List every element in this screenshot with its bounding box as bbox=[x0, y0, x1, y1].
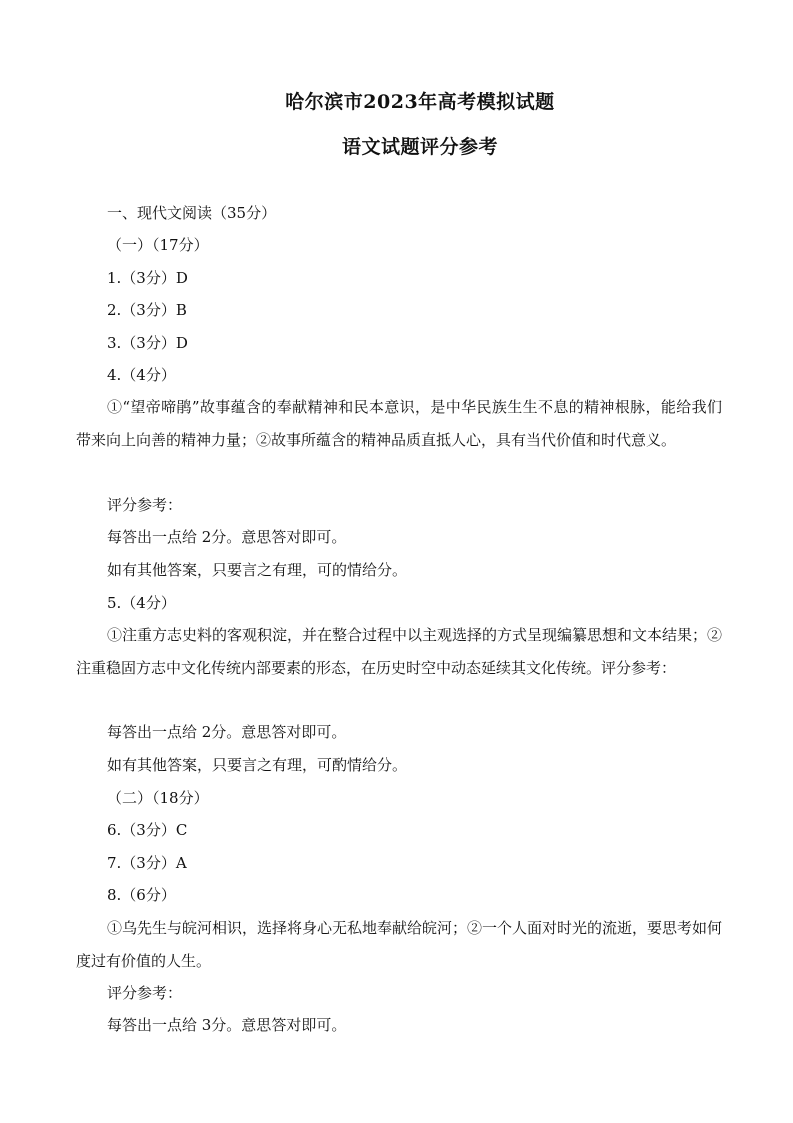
scoring-rule: 每答出一点给 2分。意思答对即可。 bbox=[107, 723, 347, 741]
part-heading: （二）（18分） bbox=[107, 789, 209, 807]
answer-line: 1.（3分）D bbox=[107, 269, 188, 287]
scoring-rule: 每答出一点给 2分。意思答对即可。 bbox=[107, 528, 347, 546]
answer-paragraph: ①注重方志史料的客观积淀，并在整合过程中以主观选择的方式呈现编纂思想和文本结果；②注重稳固方志中文化传统内部要素的形态，在历史时空中动态延续其文化传统。评分参考： bbox=[76, 626, 723, 677]
scoring-note: 如有其他答案，只要言之有理，可酌情给分。 bbox=[107, 756, 408, 774]
section-heading: 一、现代文阅读（35分） bbox=[107, 204, 277, 222]
answer-line: 3.（3分）D bbox=[107, 334, 188, 352]
page-title: 哈尔滨市2023年高考模拟试题 bbox=[285, 91, 555, 113]
answer-line: 5.（4分） bbox=[107, 594, 176, 612]
part-heading: （一）（17分） bbox=[107, 236, 209, 254]
answer-line: 7.（3分）A bbox=[107, 854, 187, 872]
answer-line: 2.（3分）B bbox=[107, 301, 187, 319]
scoring-reference-label: 评分参考： bbox=[107, 984, 183, 1002]
answer-line: 8.（6分） bbox=[107, 886, 176, 904]
answer-paragraph: ①乌先生与皖河相识，选择将身心无私地奉献给皖河；②一个人面对时光的流逝，要思考如何度过有价值的人生。 bbox=[76, 919, 723, 970]
scoring-rule: 每答出一点给 3分。意思答对即可。 bbox=[107, 1016, 347, 1034]
scoring-reference-label: 评分参考： bbox=[107, 496, 183, 514]
answer-paragraph: ①“望帝啼鹃”故事蕴含的奉献精神和民本意识，是中华民族生生不息的精神根脉，能给我们带来向上向善的精神力量；②故事所蕴含的精神品质直抵人心，具有当代价值和时代意义。 bbox=[76, 398, 722, 449]
scoring-note: 如有其他答案，只要言之有理，可的情给分。 bbox=[107, 561, 408, 579]
answer-line: 6.（3分）C bbox=[107, 821, 188, 839]
page-subtitle: 语文试题评分参考 bbox=[341, 136, 498, 158]
answer-line: 4.（4分） bbox=[107, 366, 176, 384]
